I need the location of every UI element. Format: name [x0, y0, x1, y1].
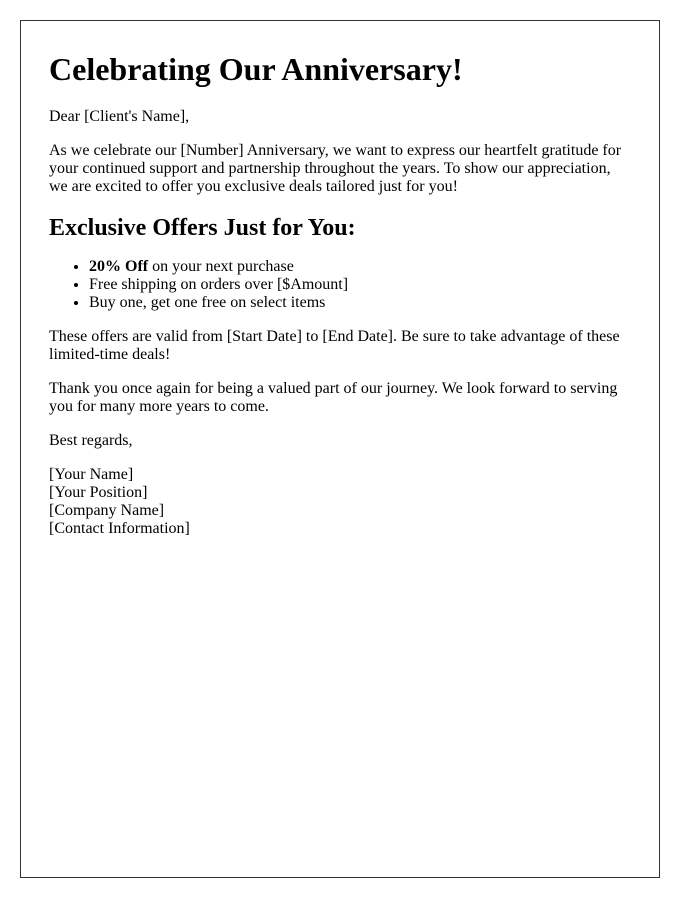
thanks-paragraph: Thank you once again for being a valued part of our journey. We look forward to serving you for many more years to come. — [49, 380, 618, 415]
offer-item — [89, 276, 631, 294]
signature-block — [49, 466, 631, 538]
offer-text: Free shipping on orders over [$Amount] — [89, 276, 349, 293]
offer-text: Buy one, get one free on select items — [89, 294, 326, 311]
offer-item — [89, 294, 631, 312]
signature-name: [Your Name] — [49, 466, 134, 483]
offer-text: on your next purchase — [148, 258, 294, 275]
signature-contact: [Contact Information] — [49, 520, 190, 537]
signature-position: [Your Position] — [49, 484, 148, 501]
offer-item — [89, 258, 631, 276]
offers-list — [49, 258, 631, 312]
intro-paragraph: As we celebrate our [Number] Anniversary, we want to express our heartfelt gratitude for your continued support and partnership throughout the years. To show our appreciation, we are excited to offer you exclusive deals tailored just for you! — [49, 142, 622, 195]
offers-heading: Exclusive Offers Just for You: — [49, 215, 356, 241]
offer-highlight: 20% Off — [89, 258, 149, 275]
letter-page — [20, 20, 660, 878]
validity-paragraph: These offers are valid from [Start Date] to [End Date]. Be sure to take advantage of these limited-time deals! — [49, 328, 620, 363]
greeting: Dear [Client's Name], — [49, 108, 190, 125]
signature-company: [Company Name] — [49, 502, 165, 519]
letter-title: Celebrating Our Anniversary! — [49, 51, 463, 87]
closing: Best regards, — [49, 432, 133, 449]
